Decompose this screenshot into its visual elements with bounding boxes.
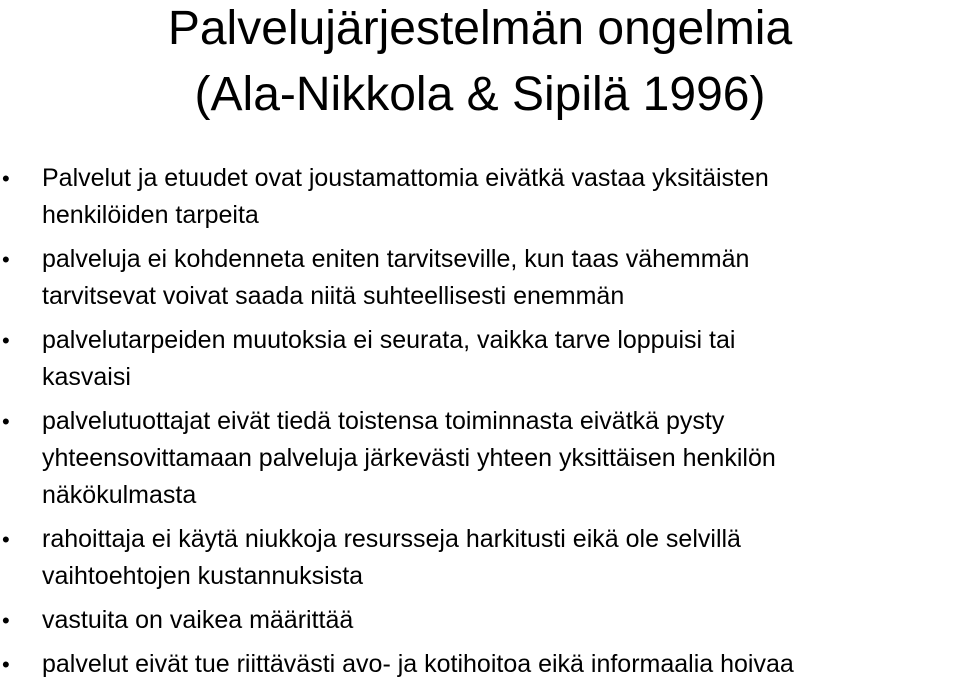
bullet-list [0,160,960,683]
bullet-item [0,602,960,639]
bullet-item [0,646,960,683]
bullet-text-line: yhteensovittamaan palveluja järkevästi yhteen yksittäisen henkilön [42,444,776,472]
bullet-item [0,403,960,514]
bullet-point-icon: • [2,652,10,677]
slide-title [0,0,960,122]
bullet-text-line: palvelutuottajat eivät tiedä toistensa toiminnasta eivätkä pysty [42,407,725,435]
slide-title-line: Palvelujärjestelmän ongelmia [167,2,793,55]
bullet-point-icon: • [2,166,10,191]
slide-title-citation-line: (Ala-Nikkola & Sipilä 1996) [194,68,766,121]
bullet-point-icon: • [2,328,10,353]
bullet-text-line: palveluja ei kohdenneta eniten tarvitseville, kun taas vähemmän [42,245,750,273]
bullet-text-line: näkökulmasta [42,481,197,509]
bullet-text-line: Palvelut ja etuudet ovat joustamattomia eivätkä vastaa yksitäisten [42,164,769,192]
bullet-point-icon: • [2,527,10,552]
bullet-text-line: palvelutarpeiden muutoksia ei seurata, vaikka tarve loppuisi tai [42,326,736,354]
bullet-text-line: kasvaisi [42,363,131,391]
bullet-point-icon: • [2,608,10,633]
bullet-item [0,160,960,234]
bullet-item [0,322,960,396]
bullet-point-icon: • [2,409,10,434]
bullet-text-line: vaihtoehtojen kustannuksista [42,562,364,590]
bullet-item [0,521,960,595]
bullet-text-line: vastuita on vaikea määrittää [42,606,354,634]
bullet-text-line: rahoittaja ei käytä niukkoja resursseja harkitusti eikä ole selvillä [42,525,741,553]
bullet-point-icon: • [2,247,10,272]
bullet-item [0,241,960,315]
bullet-text-line: henkilöiden tarpeita [42,201,259,229]
bullet-text-line: palvelut eivät tue riittävästi avo- ja kotihoitoa eikä informaalia hoivaa [42,650,794,678]
bullet-text-line: tarvitsevat voivat saada niitä suhteellisesti enemmän [42,282,625,310]
